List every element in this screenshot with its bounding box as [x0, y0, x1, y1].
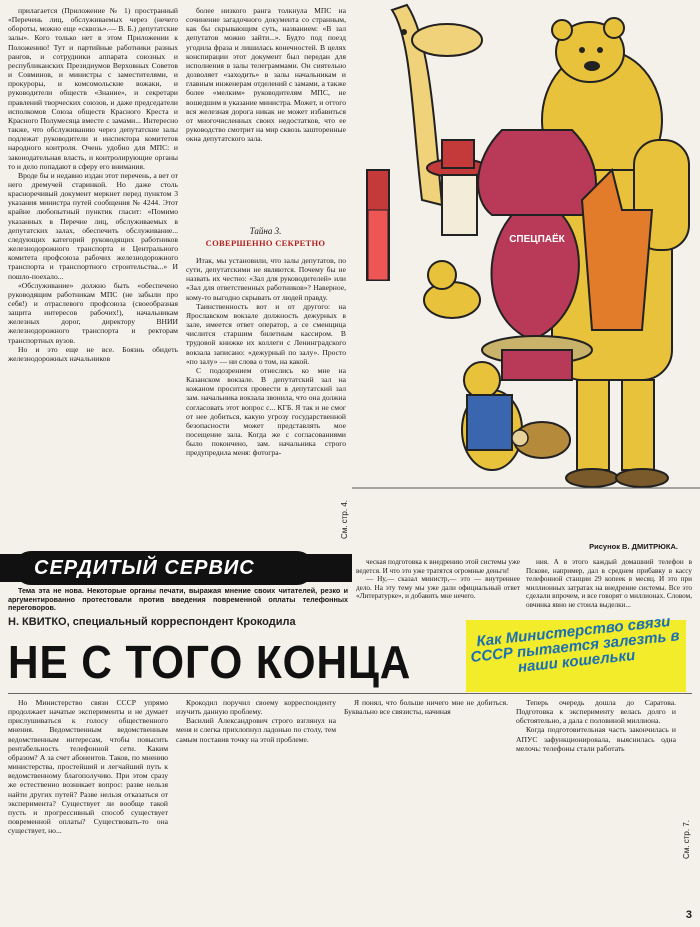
- middle-column: [356, 558, 520, 616]
- subdeck: Как Министерство связи СССР пытается залезть в наши кошельки: [469, 612, 681, 677]
- bottom-column-1: [8, 698, 168, 916]
- paragraph: Василий Александрович строго взглянул на меня и слегка прихлопнул ладонью по столу, тем самым поставив точку на этой проблеме.: [176, 716, 336, 744]
- rubric-intro: [8, 587, 348, 613]
- paragraph: ния. А в этого каждый домашний телефон в Пскове, например, дал в среднем прибавку в кассу телефонной станции 29 копеек в месяц. И это при миллионных затратах на внедрение системы. Все это сделали впрочем, и все говорят о миллионах. Словом, овчинка явно не стоила выделки...: [526, 558, 692, 609]
- rubric-title: СЕРДИТЫЙ СЕРВИС: [14, 551, 314, 585]
- paragraph: Но и это еще не все. Боязнь обидеть железнодорожных начальников: [8, 344, 178, 363]
- right-column: [526, 558, 692, 616]
- paragraph: Но Министерство связи СССР упрямо продолжает начатые эксперименты и не думает прислушиваться к голосу общественного мнения. Ведомственным ведомственным ведомственным интересам, чтобы повысить рентабельность телефонной сети. Каким образом? А за счет абонентов. Таков, по мнению министерства, простейший и легчайший путь к ведомственному благополучию. При этом сразу же естественно возникает вопрос: разве нельзя найти других путей? Разве нельзя отказаться от эксперимента? Существует ли вообще такой пусть и прогрессивный способ существует повременной оплаты? Существовать-то она существует, но...: [8, 698, 168, 836]
- see-page-note: См. стр. 4.: [340, 500, 349, 539]
- paragraph: Крокодил поручил своему корреспонденту изучить данную проблему.: [176, 698, 336, 717]
- paragraph: более низкого ранга толкнула МПС на сочинение загадочного документа со странным, как бы скрывающим суть, названием: «В зал депутатов можно зайти...». Будто под поезд угодила фраза и лишилась конечностей. В целях конспирации этот документ был передан для исполнения в залы телеграммами. Он сиятельно дозволяет «заходить» в залы начальникам и главным инженерам отделений с замами, а также более «мелким» руководителям МПС, не вошедшим в указание министра. Может, и оттого вся железная дорога никак не может избавиться от многочисленных своих недостатков, что ее руководство смотрит на мир сквозь зашторенные окна депутатского зала.: [186, 6, 346, 144]
- paragraph: Когда подготовительная часть закончилась и АПУС зафункционировала, выяснилась одна мелочь: телефоны стали работать: [516, 725, 676, 753]
- vase-label: СПЕЦПАЁК: [509, 234, 565, 245]
- divider: [8, 693, 692, 694]
- cartoon-drawing: [352, 0, 700, 558]
- page-number: 3: [685, 909, 692, 921]
- article-column-1: [8, 6, 178, 544]
- paragraph: С подозрением отнеслись ко мне на Казанском вокзале. В депутатский зал на кожаном просится провести в депутатский зал зам. начальника вокзала звонила, что она должна согласовать этот вопрос с... КГБ. Я так и не смог от нее добиться, какую угрозу государственной безопасности может представлять мое посещение зала. Когда же с согласованиями было покончено, зам. начальника строго предупредила меня: фотогра-: [186, 365, 346, 458]
- illustration-credit: Рисунок В. ДМИТРЮКА.: [589, 542, 678, 551]
- section-number: Тайна 3.: [249, 226, 282, 236]
- paragraph: — Ну,— сказал министр,— это — внутреннее дело. На эту тему мы уже дали официальный ответ «Литературке», и добавить мне нечего.: [356, 575, 520, 601]
- paragraph: Таинственность вот и от другого: на Ярославском вокзале должность дежурных в зале, имеется ответ оператор, а се сменщица числится старшим билетным кассиром. В трудовой книжке их коллеги с Ленинградского вокзала записано: «дежурный по залу». Просто «по залу» — ни слова о том, на какой.: [186, 301, 346, 366]
- article-column-3: [186, 256, 346, 548]
- cartoon-illustration: [352, 0, 700, 558]
- paragraph: Итак, мы установили, что залы депутатов, по сути, депутатскими не являются. Почему бы не назвать их честно: «Зал для руководителей» или «Зал для ответственных работников»? Наверное, кому-то выгодно скрывать от людей правду.: [186, 256, 346, 302]
- section-heading: [188, 226, 343, 248]
- bottom-column-2: [176, 698, 336, 916]
- byline: Н. КВИТКО, специальный корреспондент Крокодила: [8, 616, 296, 628]
- bottom-column-3: [344, 698, 508, 916]
- paragraph: Вроде бы и недавно издан этот перечень, а вет от него дремучей старинкой. Но даже столь красноречивый документ меркнет перед пунктом 3 указания министра путей сообщения № 4244. Этот крайне любопытный пунктик гласит: «Помимо указанных в Перечне лиц, обслуживаемых в депутатских залах, обеспечить обслуживание... следующих категорий руководящих работников железнодорожного транспорта и Центрального комитета профсоюза рабочих железнодорожного транспорта и транспортного строительства...» И пошло-поехало...: [8, 170, 178, 281]
- paragraph: Я понял, что больше ничего мне не добиться. Буквально все связисты, начиная: [344, 698, 508, 717]
- paragraph: ческая подготовка к внедрению этой системы уже ведется. И что это уже тратятся огромные деньги!: [356, 558, 520, 575]
- paragraph: прилагается (Приложение № 1) пространный «Перечень лиц, обслуживаемых через (нечего обороты, можно еще «сквозь».— В. Б.) депутатские залы». Кого только нет в этом Приложении к Положению! Тут и партийные работники разных рангов, и сотрудники аппарата союзных и республиканских Президиумов Верховных Советов и Совминов, и министры с заместителями, и прокуроры, и комсомольские вожаки, и руководители обществ «Знание», и секретари правлений творческих союзов, и даже председатели исполкомов Союза обществ Красного Креста и Красного Полумесяца вместе с замами... Интересно также, что обслуживанию через депутатские залы подлежат руководители и инспектора комитетов народного контроля. Очень удобно для МПС: и законодательная власть, и контролирующие органы то и дело попадают в сферу его внимания.: [8, 6, 178, 171]
- bottom-column-4: [516, 698, 676, 916]
- intro-paragraph: Тема эта не нова. Некоторые органы печати, выражая мнение своих читателей, резко и аргументированно протестовали против введения повременной оплаты телефонных переговоров.: [8, 586, 348, 613]
- article-column-2: [186, 6, 346, 220]
- section-title: СОВЕРШЕННО СЕКРЕТНО: [205, 238, 326, 248]
- paragraph: Теперь очередь дошла до Саратова. Подготовка к эксперименту велась долго и обстоятельно, а дала с половиной миллиона.: [516, 698, 676, 726]
- paragraph: «Обслуживание» должно быть «обеспечено руководящим работникам МПС (не забыли про себя!) и отраслевого профсоюза (своеобразная защита интересов рабочих!), начальникам железных дорог, директору ВНИИ железнодорожного транспорта и ректорам транспортных вузов.: [8, 280, 178, 345]
- see-page-note: См. стр. 7.: [682, 820, 691, 859]
- headline: НЕ С ТОГО КОНЦА: [8, 636, 412, 688]
